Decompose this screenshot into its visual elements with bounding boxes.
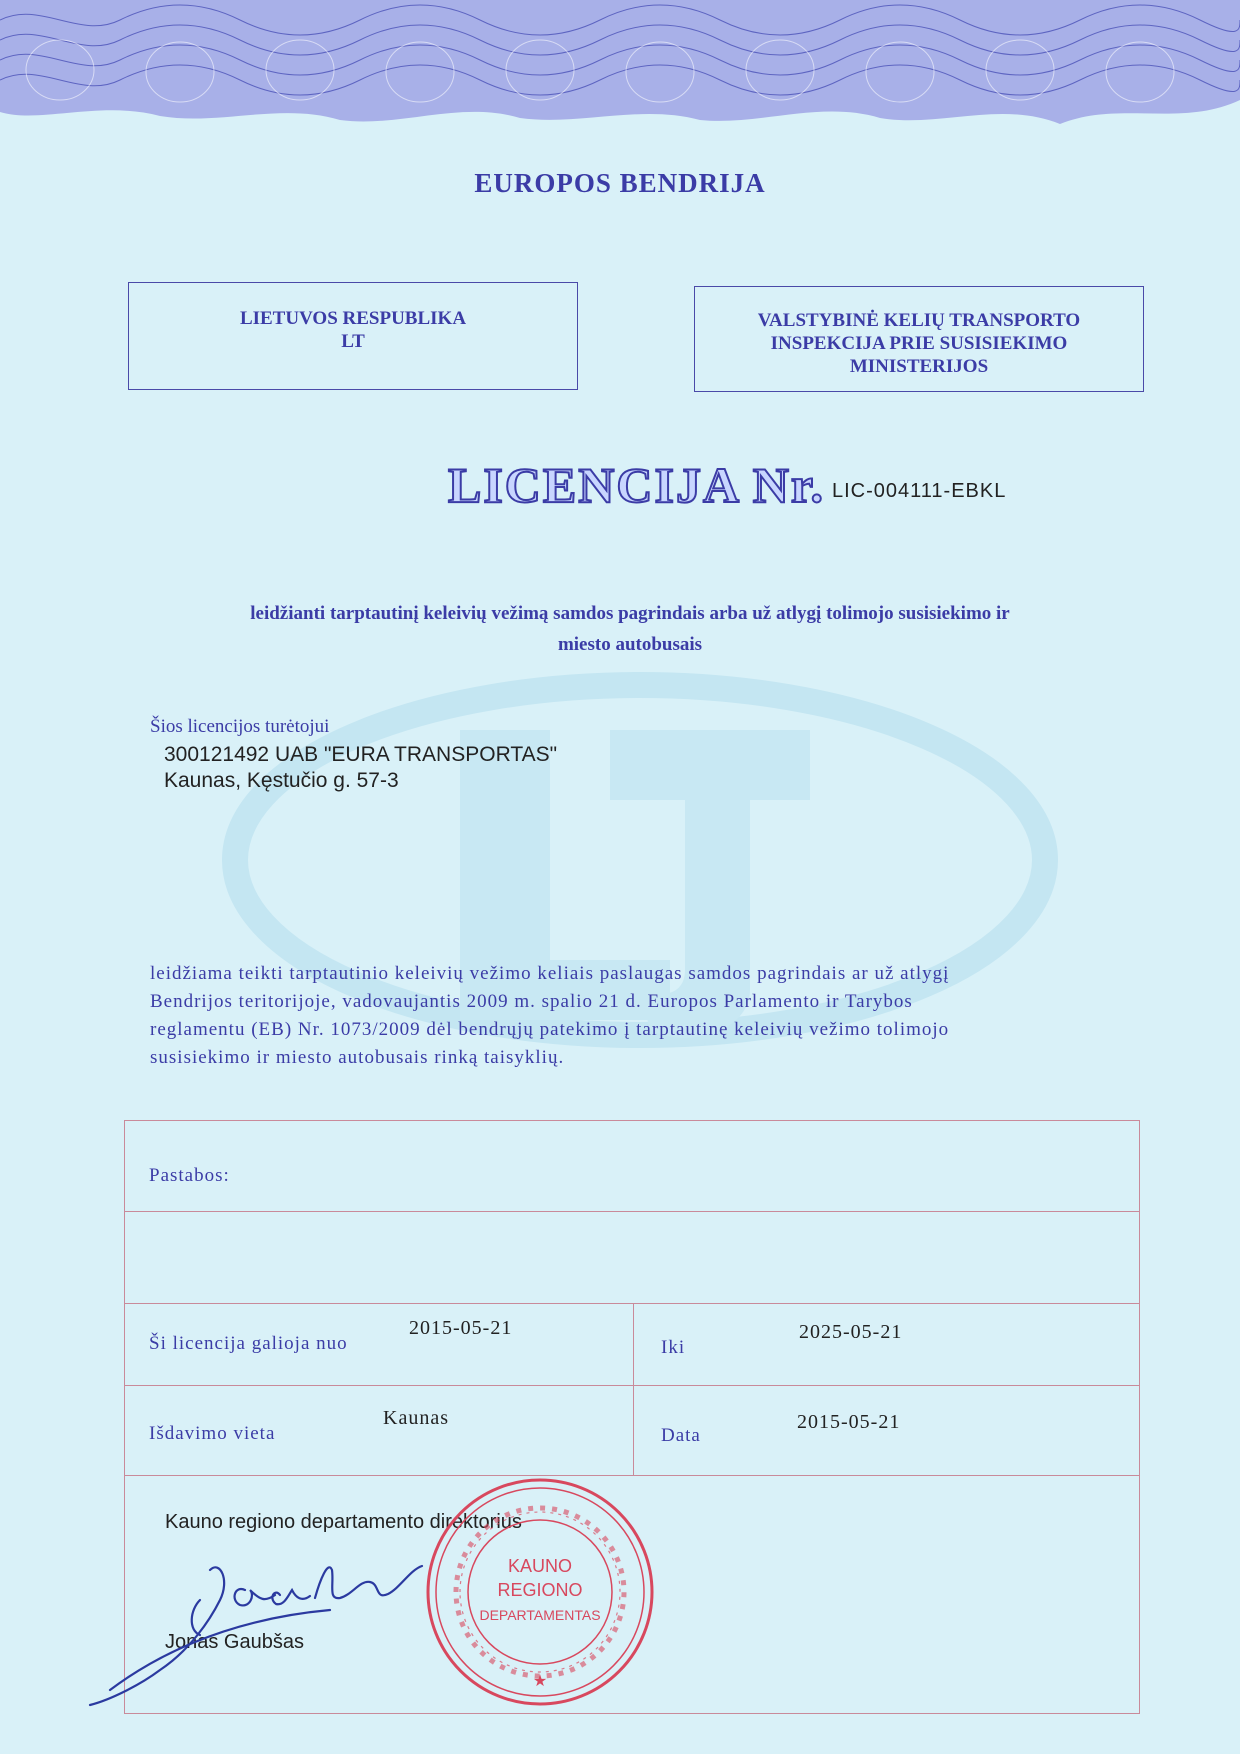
authority-line-3: MINISTERIJOS — [849, 356, 989, 377]
license-title: LICENCIJA Nr. — [448, 457, 826, 513]
stamp-text-3: DEPARTAMENTAS — [479, 1607, 601, 1623]
valid-from-value: 2015-05-21 — [409, 1317, 513, 1339]
director-title: Kauno regiono departamento direktorius — [165, 1511, 522, 1533]
country-code: LT — [341, 331, 365, 352]
valid-until-label: Iki — [661, 1337, 686, 1358]
holder-details — [164, 742, 557, 794]
country-name: LIETUVOS RESPUBLIKA — [239, 308, 467, 329]
holder-label: Šios licencijos turėtojui — [150, 716, 330, 737]
purpose-line-1: leidžianti tarptautinį keleivių vežimą samdos pagrindais arba už atlygį tolimojo susisiekimo ir — [250, 603, 1010, 624]
star-icon: ★ — [532, 1673, 548, 1690]
table-divider — [125, 1303, 1139, 1304]
official-stamp — [420, 1472, 660, 1712]
license-number: LIC-004111-EBKL — [832, 480, 1007, 502]
valid-until-value: 2025-05-21 — [799, 1321, 903, 1343]
table-divider — [125, 1385, 1139, 1386]
issue-date-label: Data — [661, 1425, 701, 1446]
body-line-3: reglamentu (EB) Nr. 1073/2009 dėl bendrųjų patekimo į tarptautinę keleivių vežimo tolimojo — [150, 1019, 950, 1040]
stamp-text-2: REGIONO — [497, 1580, 583, 1600]
holder-address: Kaunas, Kęstučio g. 57-3 — [164, 769, 399, 792]
issue-place-label: Išdavimo vieta — [149, 1423, 276, 1444]
purpose-line-2: miesto autobusais — [557, 634, 703, 655]
authority-line-2: INSPEKCIJA PRIE SUSISIEKIMO — [770, 333, 1068, 354]
license-purpose — [150, 598, 1110, 660]
country-box — [128, 282, 578, 390]
body-line-4: susisiekimo ir miesto autobusais rinką taisyklių. — [150, 1047, 565, 1068]
signer-name: Jonas Gaubšas — [165, 1631, 304, 1653]
stamp-text-1: KAUNO — [507, 1556, 573, 1576]
signature — [70, 1540, 450, 1710]
license-body — [150, 960, 1120, 1072]
authority-line-1: VALSTYBINĖ KELIŲ TRANSPORTO — [757, 310, 1081, 331]
valid-from-label: Ši licencija galioja nuo — [149, 1333, 348, 1354]
guilloche-pattern — [0, 0, 1240, 128]
holder-company: 300121492 UAB "EURA TRANSPORTAS" — [164, 743, 558, 766]
page-title: EUROPOS BENDRIJA — [474, 168, 766, 198]
table-divider — [125, 1211, 1139, 1212]
table-divider — [633, 1303, 634, 1475]
remarks-label: Pastabos: — [149, 1165, 230, 1186]
authority-box — [694, 286, 1144, 392]
issue-date-value: 2015-05-21 — [797, 1411, 901, 1433]
body-line-1: leidžiama teikti tarptautinio keleivių vežimo keliais paslaugas samdos pagrindais ar už atlygį — [150, 963, 950, 984]
issue-place-value: Kaunas — [383, 1407, 449, 1429]
body-line-2: Bendrijos teritorijoje, vadovaujantis 2009 m. spalio 21 d. Europos Parlamento ir Tarybos — [150, 991, 913, 1012]
